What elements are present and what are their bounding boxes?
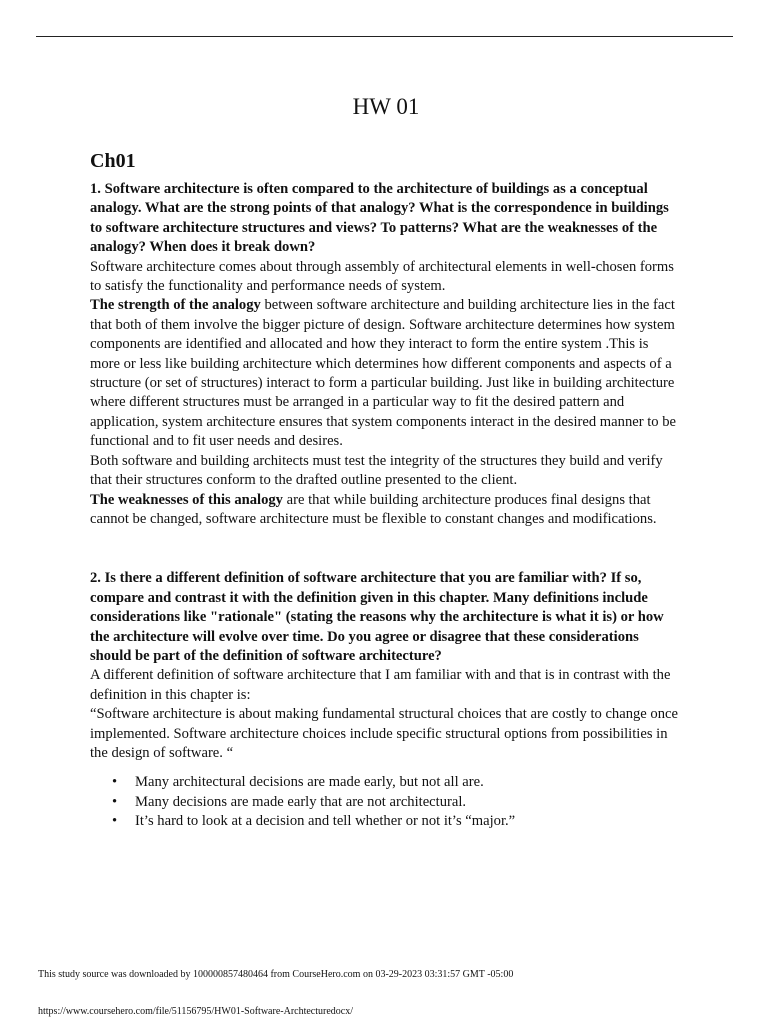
paragraph-intro: Software architecture comes about through assembly of architectural elements in well-chosen forms to satisfy the functionality and performance needs of system. bbox=[90, 258, 674, 295]
bullet-icon: • bbox=[112, 793, 118, 810]
bullet-list bbox=[90, 773, 682, 831]
list-item: • It’s hard to look at a decision and tell whether or not it’s “major.” bbox=[135, 812, 682, 831]
weakness-text: are that while building architecture produces final designs that cannot be changed, software architecture must be flexible to constant changes and modifications. bbox=[90, 491, 657, 527]
paragraph-definition-quote: “Software architecture is about making fundamental structural choices that are costly to change once implemented. Software architecture choices include specific structural options from possibilities in the design of software. “ bbox=[90, 706, 678, 761]
question-2: 2. Is there a different definition of software architecture that you are familiar with? If so, compare and contrast it with the definition given in this chapter. Many definitions include considerations like "rationale" (stating the reasons why the architecture is what it is) or how the architecture will evolve over time. Do you agree or disagree that these considerations should be part of the definition of software architecture? bbox=[90, 570, 664, 664]
chapter-heading: Ch01 bbox=[90, 150, 136, 172]
download-note: This study source was downloaded by 100000857480464 from CourseHero.com on 03-29-2023 03:31:57 GMT -05:00 bbox=[38, 969, 514, 980]
document-title: HW 01 bbox=[352, 94, 420, 119]
strength-label: The strength of the analogy bbox=[90, 297, 261, 314]
paragraph-weakness bbox=[90, 491, 682, 530]
paragraph-integrity: Both software and building architects must test the integrity of the structures they build and verify that their structures conform to the drafted outline presented to the client. bbox=[90, 452, 663, 489]
paragraph-strength bbox=[90, 296, 682, 451]
question-1: 1. Software architecture is often compared to the architecture of buildings as a conceptual analogy. What are the strong points of that analogy? What is the correspondence in buildings to software architecture structures and views? To patterns? What are the weaknesses of the analogy? When does it break down? bbox=[90, 181, 669, 256]
paragraph-definition-intro: A different definition of software architecture that I am familiar with and that is in contrast with the definition in this chapter is: bbox=[90, 667, 671, 703]
header-rule bbox=[36, 36, 733, 37]
list-item: • Many decisions are made early that are not architectural. bbox=[135, 793, 682, 812]
weakness-label: The weaknesses of this analogy bbox=[90, 491, 283, 508]
bullet-icon: • bbox=[112, 774, 118, 791]
strength-text: between software architecture and building architecture lies in the fact that both of them involve the bigger picture of design. Software architecture determines how system components are identified and allocated and how they interact to form the entire system .This is more or less like building architecture which determines how different components and aspects of a structure (or set of structures) interact to form a particular building. Just like in building architecture where different structures must be arranged in a particular way to fit the desired pattern and application, system architecture ensures that system components interact in the desired manner to be functional and to fit user needs and desires. bbox=[90, 297, 676, 450]
list-item: • Many architectural decisions are made early, but not all are. bbox=[135, 773, 682, 792]
source-url-link[interactable]: https://www.coursehero.com/file/51156795/HW01-Software-Archtecturedocx/ bbox=[38, 1006, 353, 1017]
document-body bbox=[90, 92, 682, 832]
bullet-icon: • bbox=[112, 813, 118, 830]
